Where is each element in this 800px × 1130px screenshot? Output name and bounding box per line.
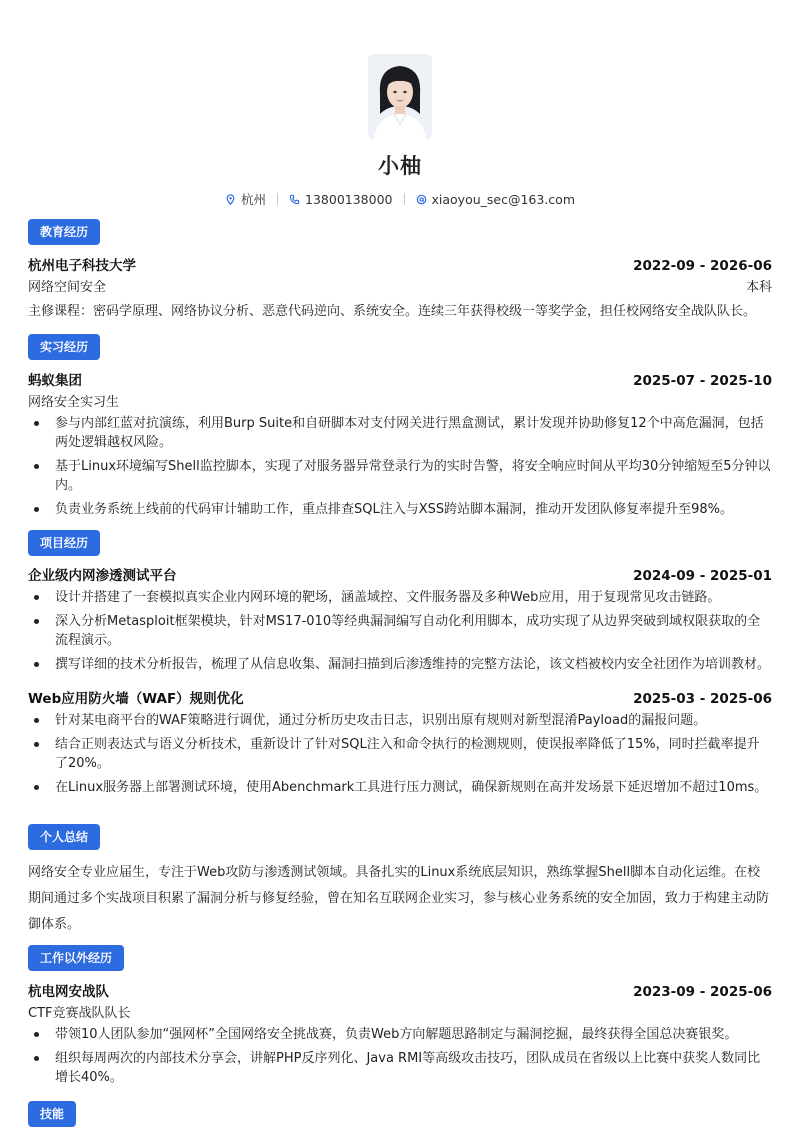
email-icon (416, 194, 427, 205)
section-tag-internship: 实习经历 (28, 334, 100, 360)
education-date: 2022-09 - 2026-06 (633, 258, 772, 274)
contact-phone (278, 192, 403, 207)
summary-section (28, 824, 772, 938)
contact-email[interactable] (405, 192, 587, 207)
section-tag-skills: 技能 (28, 1101, 76, 1127)
resume-page (28, 0, 772, 1130)
section-tag-projects: 项目经历 (28, 530, 100, 556)
contact-info (28, 190, 772, 208)
project-bullets (28, 711, 772, 797)
internship-section (28, 334, 772, 524)
list-item: 设计并搭建了一套模拟真实企业内网环境的靶场，涵盖域控、文件服务器及多种Web应用，用于复现常见攻击链路。 (28, 588, 772, 607)
contact-location (214, 190, 277, 208)
phone-icon (289, 194, 300, 205)
education-section (28, 219, 772, 323)
list-item: 参与内部红蓝对抗演练，利用Burp Suite和自研脚本对支付网关进行黑盒测试，累计发现并协助修复12个中高危漏洞，包括两处逻辑越权风险。 (28, 414, 772, 452)
extracurricular-section (28, 945, 772, 1092)
project-date: 2024-09 - 2025-01 (633, 568, 772, 584)
company-name: 蚂蚁集团 (28, 373, 82, 389)
education-subrow (28, 274, 772, 295)
project-title: Web应用防火墙（WAF）规则优化 (28, 691, 244, 707)
list-item: 深入分析Metasploit框架模块，针对MS17-010等经典漏洞编写自动化利用脚本，成功实现了从边界突破到域权限获取的全流程演示。 (28, 612, 772, 650)
list-item: 在Linux服务器上部署测试环境，使用Abenchmark工具进行压力测试，确保新规则在高并发场景下延迟增加不超过10ms。 (28, 778, 772, 797)
avatar-portrait-icon (368, 54, 432, 140)
list-item: 组织每周两次的内部技术分享会，讲解PHP反序列化、Java RMI等高级攻击技巧，团队成员在省级以上比赛中获奖人数同比增长40%。 (28, 1049, 772, 1087)
major: 网络空间安全 (28, 280, 107, 295)
section-tag-summary: 个人总结 (28, 824, 100, 850)
internship-role: 网络安全实习生 (28, 395, 120, 410)
project-header (28, 564, 772, 584)
education-description: 主修课程：密码学原理、网络协议分析、恶意代码逆向、系统安全。连续三年获得校级一等奖学金，担任校网络安全战队队长。 (28, 304, 757, 319)
phone-text: 13800138000 (305, 191, 393, 207)
extracurricular-date: 2023-09 - 2025-06 (633, 984, 772, 1000)
extracurricular-header (28, 980, 772, 1000)
avatar (368, 54, 432, 140)
list-item: 带领10人团队参加“强网杯”全国网络安全挑战赛，负责Web方向解题思路制定与漏洞挖掘，最终获得全国总决赛银奖。 (28, 1025, 772, 1044)
project-title: 企业级内网渗透测试平台 (28, 568, 177, 584)
project-date: 2025-03 - 2025-06 (633, 691, 772, 707)
internship-header (28, 369, 772, 389)
education-header (28, 254, 772, 274)
internship-bullets (28, 414, 772, 519)
project-header (28, 687, 772, 707)
extracurricular-role: CTF竞赛战队队长 (28, 1006, 131, 1021)
skills-section (28, 1101, 772, 1127)
list-item: 撰写详细的技术分析报告，梳理了从信息收集、漏洞扫描到后渗透维持的完整方法论，该文档被校内安全社团作为培训教材。 (28, 655, 772, 674)
extracurricular-bullets (28, 1025, 772, 1087)
school-name: 杭州电子科技大学 (28, 258, 136, 274)
list-item: 基于Linux环境编写Shell监控脚本，实现了对服务器异常登录行为的实时告警，将安全响应时间从平均30分钟缩短至5分钟以内。 (28, 457, 772, 495)
project-bullets (28, 588, 772, 674)
list-item: 结合正则表达式与语义分析技术，重新设计了针对SQL注入和命令执行的检测规则，使误报率降低了15%，同时拦截率提升了20%。 (28, 735, 772, 773)
location-text: 杭州 (241, 192, 267, 207)
section-tag-education: 教育经历 (28, 219, 100, 245)
list-item: 针对某电商平台的WAF策略进行调优，通过分析历史攻击日志，识别出原有规则对新型混淆Payload的漏报问题。 (28, 711, 772, 730)
summary-text: 网络安全专业应届生，专注于Web攻防与渗透测试领域。具备扎实的Linux系统底层知识，熟练掌握Shell脚本自动化运维。在校期间通过多个实战项目积累了漏洞分析与修复经验，曾在知名互联网企业实习，参与核心业务系统的安全加固，致力于构建主动防御体系。 (28, 865, 770, 932)
org-name: 杭电网安战队 (28, 984, 109, 1000)
internship-date: 2025-07 - 2025-10 (633, 373, 772, 389)
email-text[interactable]: xiaoyou_sec@163.com (431, 191, 575, 207)
projects-section (28, 530, 772, 802)
section-tag-extracurricular: 工作以外经历 (28, 945, 124, 971)
resume-header (28, 0, 772, 208)
location-icon (225, 194, 236, 205)
degree: 本科 (745, 280, 772, 295)
candidate-name: 小柚 (378, 154, 422, 178)
list-item: 负责业务系统上线前的代码审计辅助工作，重点排查SQL注入与XSS跨站脚本漏洞，推动开发团队修复率提升至98%。 (28, 500, 772, 519)
